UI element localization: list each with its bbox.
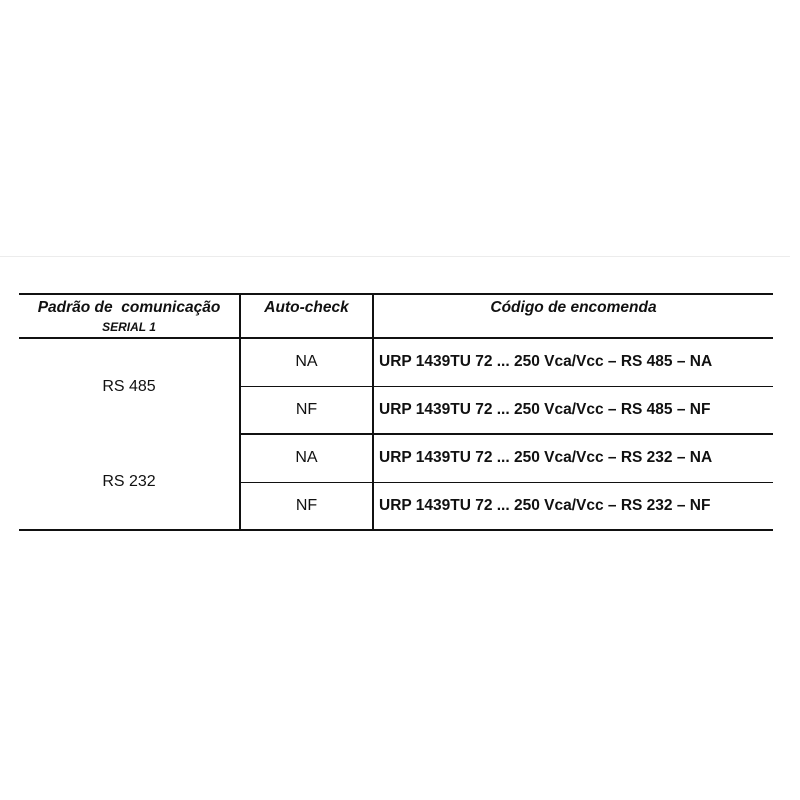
- standard-cell: RS 485: [102, 377, 156, 395]
- order-code-cell: URP 1439TU 72 ... 250 Vca/Vcc – RS 485 – NA: [373, 338, 773, 386]
- order-code-cell: URP 1439TU 72 ... 250 Vca/Vcc – RS 232 – NF: [373, 482, 773, 530]
- table-row: [19, 338, 773, 386]
- header-standard: [19, 294, 240, 338]
- table-row: [19, 434, 773, 482]
- standard-cell: RS 232: [19, 434, 240, 530]
- header-standard-sub: SERIAL 1: [102, 320, 156, 334]
- autocheck-cell: NF: [240, 482, 373, 530]
- autocheck-cell: NA: [240, 338, 373, 386]
- header-autocheck: Auto-check: [240, 294, 373, 338]
- order-code-cell: URP 1439TU 72 ... 250 Vca/Vcc – RS 485 – NF: [373, 386, 773, 434]
- autocheck-cell: NF: [240, 386, 373, 434]
- order-code-table: [19, 293, 773, 531]
- header-row: [19, 294, 773, 338]
- header-standard-label: Padrão de comunicação: [37, 299, 221, 316]
- header-code: Código de encomenda: [373, 294, 773, 338]
- order-code-cell: URP 1439TU 72 ... 250 Vca/Vcc – RS 232 – NA: [373, 434, 773, 482]
- autocheck-cell: NA: [240, 434, 373, 482]
